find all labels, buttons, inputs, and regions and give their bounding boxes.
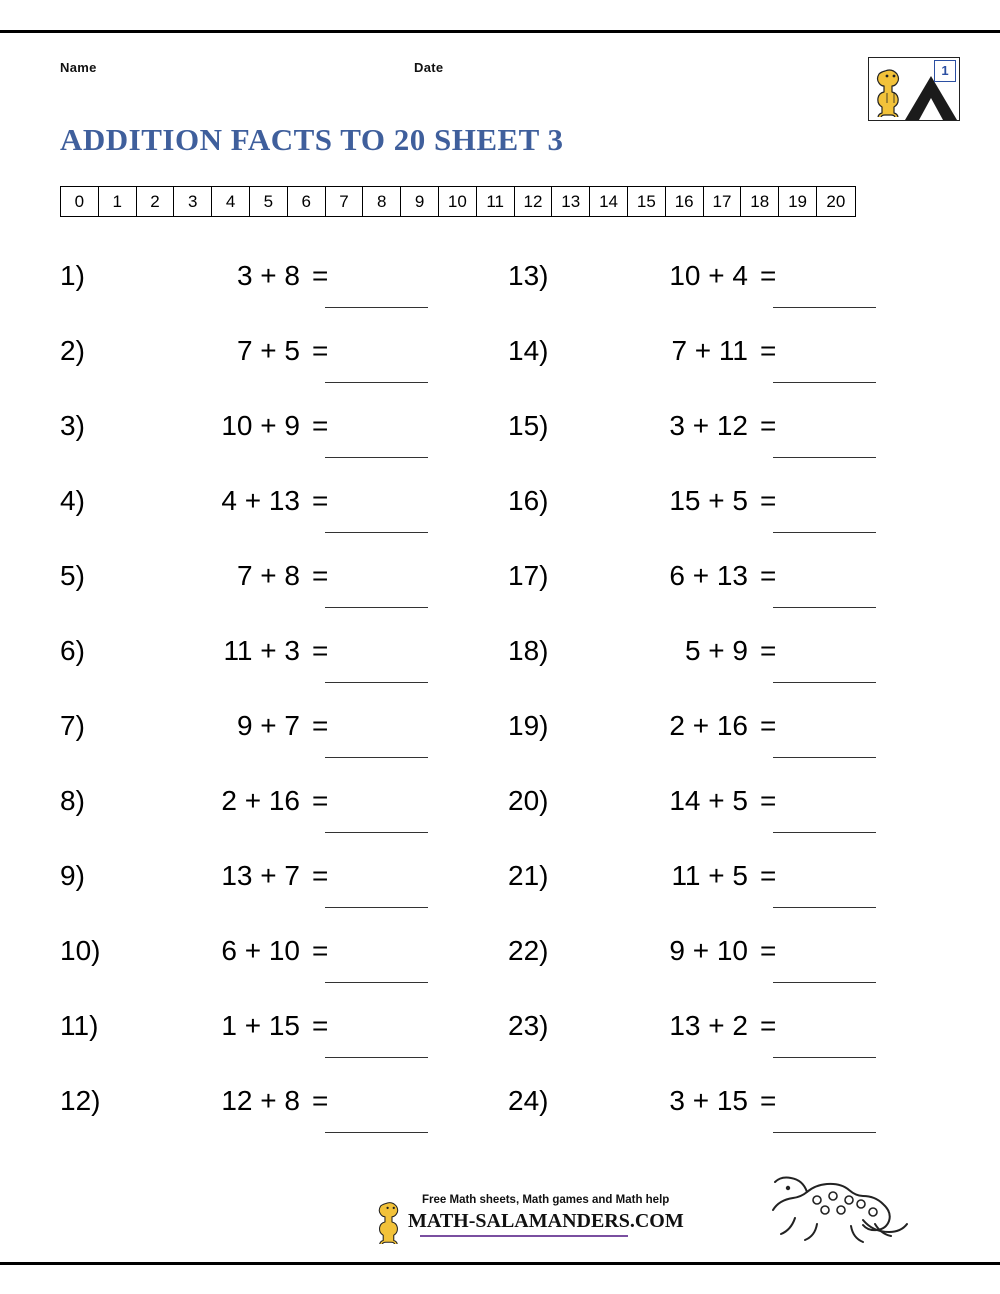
problem-expression: 4 + 13	[221, 485, 300, 516]
problem-expression: 3 + 15	[669, 1085, 748, 1116]
number-line-cell: 2	[137, 187, 175, 216]
equals-sign: =	[312, 335, 329, 366]
number-line-cell: 8	[363, 187, 401, 216]
name-label: Name	[60, 60, 97, 75]
number-line-cell: 13	[552, 187, 590, 216]
number-line-cell: 6	[288, 187, 326, 216]
equals-sign: =	[312, 710, 329, 741]
problem-expression: 9 + 10	[669, 935, 748, 966]
equals-sign: =	[760, 635, 777, 666]
problem-number: 4)	[60, 485, 85, 516]
number-line-cell: 7	[326, 187, 364, 216]
equals-sign: =	[312, 785, 329, 816]
logo-m-notch	[919, 98, 943, 120]
problem-number: 22)	[508, 935, 549, 966]
problem-number: 10)	[60, 935, 101, 966]
equals-sign: =	[312, 485, 329, 516]
top-divider	[0, 30, 1000, 33]
equals-sign: =	[312, 635, 329, 666]
answer-blank[interactable]	[773, 307, 876, 308]
answer-blank[interactable]	[773, 1057, 876, 1058]
problem-expression: 1 + 15	[221, 1010, 300, 1041]
lizard-illustration	[755, 1152, 925, 1252]
problem-row	[508, 702, 908, 777]
number-line-cell: 17	[704, 187, 742, 216]
problem-row	[60, 852, 460, 927]
problem-number: 3)	[60, 410, 85, 441]
problem-expression: 10 + 4	[669, 260, 748, 291]
answer-blank[interactable]	[773, 982, 876, 983]
answer-blank[interactable]	[325, 457, 428, 458]
problems-column-right	[508, 252, 908, 1152]
equals-sign: =	[760, 485, 777, 516]
answer-blank[interactable]	[325, 1057, 428, 1058]
answer-blank[interactable]	[773, 382, 876, 383]
problem-number: 14)	[508, 335, 549, 366]
number-line-cell: 0	[61, 187, 99, 216]
number-line-cell: 11	[477, 187, 515, 216]
footer-url: MATH-SALAMANDERS.COM	[408, 1210, 684, 1232]
problem-number: 15)	[508, 410, 549, 441]
number-line-cell: 4	[212, 187, 250, 216]
number-line-cell: 16	[666, 187, 704, 216]
number-line	[60, 186, 856, 217]
problem-row	[60, 402, 460, 477]
number-line-cell: 3	[174, 187, 212, 216]
problem-row	[60, 627, 460, 702]
answer-blank[interactable]	[325, 382, 428, 383]
problem-row	[60, 927, 460, 1002]
number-line-cell: 15	[628, 187, 666, 216]
problem-expression: 11 + 5	[671, 860, 748, 891]
salamander-icon	[875, 67, 909, 117]
problem-expression: 5 + 9	[684, 635, 748, 666]
equals-sign: =	[760, 560, 777, 591]
problem-row	[508, 627, 908, 702]
problem-row	[60, 777, 460, 852]
problem-expression: 14 + 5	[669, 785, 748, 816]
equals-sign: =	[760, 860, 777, 891]
equals-sign: =	[760, 710, 777, 741]
problem-expression: 7 + 8	[236, 560, 300, 591]
problem-number: 23)	[508, 1010, 549, 1041]
problem-number: 8)	[60, 785, 85, 816]
problem-number: 2)	[60, 335, 85, 366]
problem-number: 6)	[60, 635, 85, 666]
problem-expression: 15 + 5	[669, 485, 748, 516]
equals-sign: =	[760, 1010, 777, 1041]
equals-sign: =	[312, 935, 329, 966]
answer-blank[interactable]	[773, 682, 876, 683]
salamander-icon	[372, 1200, 412, 1244]
answer-blank[interactable]	[325, 757, 428, 758]
problem-row	[508, 852, 908, 927]
problem-row	[508, 777, 908, 852]
problem-expression: 6 + 13	[669, 560, 748, 591]
footer-tagline: Free Math sheets, Math games and Math help	[422, 1194, 670, 1206]
problem-row	[508, 1002, 908, 1077]
equals-sign: =	[760, 260, 777, 291]
problem-expression: 2 + 16	[669, 710, 748, 741]
equals-sign: =	[760, 335, 777, 366]
problem-number: 11)	[60, 1010, 99, 1041]
problem-expression: 7 + 11	[671, 335, 748, 366]
equals-sign: =	[312, 1010, 329, 1041]
equals-sign: =	[760, 935, 777, 966]
answer-blank[interactable]	[325, 982, 428, 983]
problem-expression: 7 + 5	[236, 335, 300, 366]
answer-blank[interactable]	[773, 532, 876, 533]
footer-underline	[420, 1235, 628, 1237]
date-label: Date	[414, 60, 444, 75]
equals-sign: =	[312, 1085, 329, 1116]
problem-number: 24)	[508, 1085, 549, 1116]
problem-number: 5)	[60, 560, 85, 591]
answer-blank[interactable]	[773, 832, 876, 833]
equals-sign: =	[760, 410, 777, 441]
problem-expression: 12 + 8	[221, 1085, 300, 1116]
problem-row	[60, 702, 460, 777]
answer-blank[interactable]	[773, 457, 876, 458]
bottom-divider	[0, 1262, 1000, 1265]
problem-row	[60, 477, 460, 552]
problem-row	[60, 252, 460, 327]
problem-row	[508, 927, 908, 1002]
problem-expression: 2 + 16	[221, 785, 300, 816]
number-line-cell: 12	[515, 187, 553, 216]
problem-number: 21)	[508, 860, 549, 891]
problem-number: 9)	[60, 860, 85, 891]
problems-column-left	[60, 252, 460, 1152]
answer-blank[interactable]	[325, 832, 428, 833]
problem-expression: 13 + 7	[221, 860, 300, 891]
math-salamanders-logo	[868, 57, 960, 121]
problem-expression: 3 + 12	[669, 410, 748, 441]
answer-blank[interactable]	[325, 532, 428, 533]
problem-number: 7)	[60, 710, 85, 741]
grade-badge: 1	[934, 60, 956, 82]
problem-expression: 3 + 8	[236, 260, 300, 291]
answer-blank[interactable]	[325, 907, 428, 908]
number-line-cell: 10	[439, 187, 477, 216]
problem-number: 1)	[60, 260, 85, 291]
answer-blank[interactable]	[773, 757, 876, 758]
number-line-cell: 5	[250, 187, 288, 216]
problem-row	[60, 1002, 460, 1077]
number-line-cell: 1	[99, 187, 137, 216]
problem-row	[60, 1077, 460, 1152]
number-line-cell: 20	[826, 192, 846, 211]
problem-expression: 6 + 10	[221, 935, 300, 966]
problem-row	[508, 1077, 908, 1152]
problem-expression: 11 + 3	[223, 635, 300, 666]
page-title: ADDITION FACTS TO 20 SHEET 3	[60, 122, 564, 157]
answer-blank[interactable]	[773, 1132, 876, 1133]
problem-row	[508, 552, 908, 627]
answer-blank[interactable]	[325, 1132, 428, 1133]
answer-blank[interactable]	[325, 682, 428, 683]
answer-blank[interactable]	[325, 607, 428, 608]
equals-sign: =	[312, 260, 329, 291]
problem-number: 16)	[508, 485, 549, 516]
problem-row	[508, 402, 908, 477]
answer-blank[interactable]	[773, 907, 876, 908]
problem-number: 19)	[508, 710, 549, 741]
problem-expression: 10 + 9	[221, 410, 300, 441]
problem-number: 18)	[508, 635, 549, 666]
problem-number: 12)	[60, 1085, 101, 1116]
equals-sign: =	[312, 860, 329, 891]
number-line-cell: 19	[779, 187, 817, 216]
problem-row	[60, 552, 460, 627]
equals-sign: =	[760, 1085, 777, 1116]
equals-sign: =	[312, 410, 329, 441]
problem-row	[508, 327, 908, 402]
problem-row	[60, 327, 460, 402]
problem-row	[508, 252, 908, 327]
number-line-cell: 14	[590, 187, 628, 216]
number-line-cell: 9	[401, 187, 439, 216]
footer-branding	[372, 1192, 684, 1248]
problem-expression: 9 + 7	[236, 710, 300, 741]
answer-blank[interactable]	[773, 607, 876, 608]
problem-row	[508, 477, 908, 552]
equals-sign: =	[312, 560, 329, 591]
number-line-cell: 18	[741, 187, 779, 216]
problem-number: 20)	[508, 785, 549, 816]
problem-number: 17)	[508, 560, 549, 591]
problem-expression: 13 + 2	[669, 1010, 748, 1041]
equals-sign: =	[760, 785, 777, 816]
answer-blank[interactable]	[325, 307, 428, 308]
problem-number: 13)	[508, 260, 549, 291]
